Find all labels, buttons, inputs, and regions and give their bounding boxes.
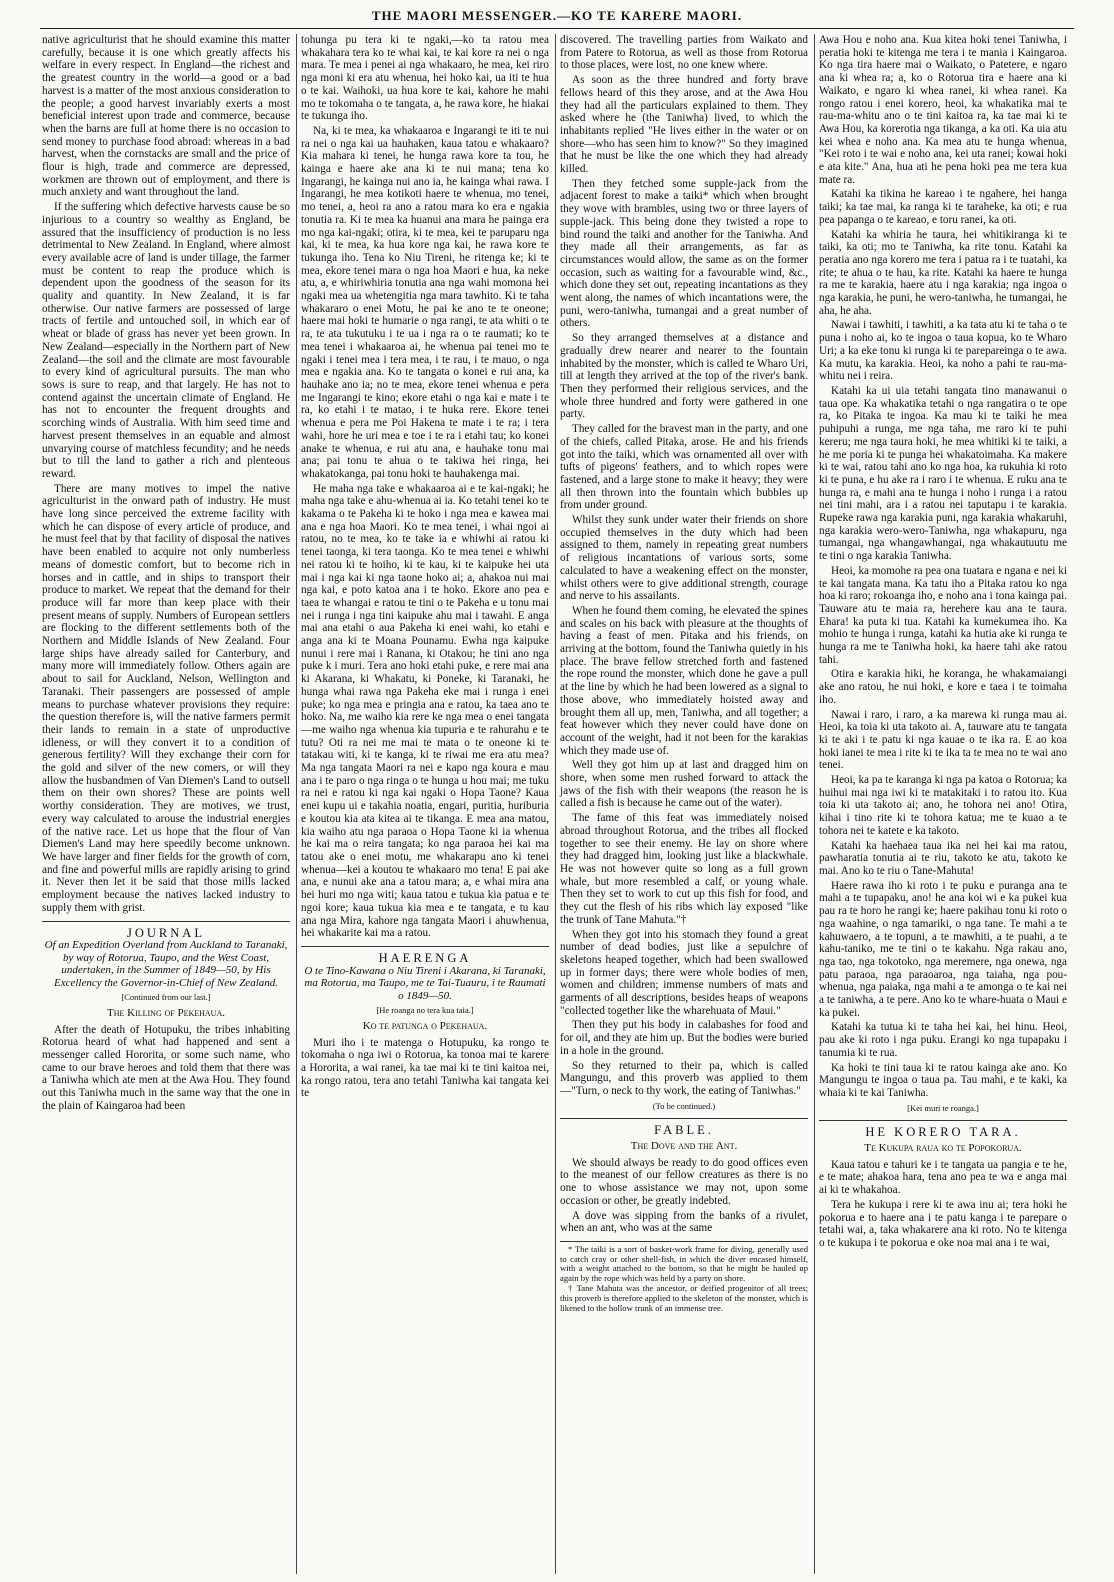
paragraph: Then they put his body in calabashes for food and for oil, and they ate him up. But the bodies were buried in a hole in the ground. <box>560 1019 808 1057</box>
section-heading: HE KORERO TARA. <box>865 1125 1021 1140</box>
footnote: † Tane Mahuta was the ancestor, or deified progenitor of all trees; this proverb is therefore applied to the skeleton of the monster, which is likened to the hollow trunk of an immense tree. <box>560 1283 808 1313</box>
article-title: Te Kukupa raua ko te Popokorua. <box>864 1142 1022 1155</box>
paragraph: Well they got him up at last and dragged him on shore, when some men rushed forward to attack the jaws of the fish with their weapons (the reason he is called a fish is because he came out of the water). <box>560 759 808 810</box>
paragraph: When he found them coming, he elevated the spines and scales on his back with pleasure at the thoughts of having a feast of men. Pitaka and his friends, on arriving at the bottom, found the Taniwha quietly in his place. The brave fellow stretched forth and fastened the rope round the monster, which done he gave a pull at the line by which he had been lowered as a signal to those above, who immediately hoisted away and brought them all up, men, Taniwha, and all together; a feat however which they never could have done on account of the weight, had it not been for the karakias which they made use of. <box>560 604 808 757</box>
article-title: The Dove and the Ant. <box>630 1140 738 1153</box>
fable-section-header <box>560 1118 808 1152</box>
article-title: The Killing of Pekehaua. <box>107 1006 225 1019</box>
paragraph: Otira e karakia hiki, he koranga, he whakamaiangi ake ano ratou, he nui hoki, e kore e taea i te toimaha iho. <box>819 668 1067 706</box>
paragraph: Kaua tatou e tahuri ke i te tangata ua pangia e te he, e te mate; ahakoa hara, tena ano pea te wa e anga mai ai ki te whakahoa. <box>819 1158 1067 1197</box>
column-divider <box>296 34 297 1574</box>
section-subtitle: Of an Expedition Overland from Auckland to Taranaki, by way of Rotorua, Taupo, and the West Coast, undertaken, in the Summer of 1849—50, by His Excellency the Governor-in-Chief of New Zealand. <box>44 939 288 989</box>
footnote: * The taiki is a sort of basket-work frame for diving, generally used to catch cray or other shell-fish, in which the diver encased himself, with a weight attached to the bottom, so that he might be hauled up again by the rope which was held by a party on shore. <box>560 1243 808 1283</box>
paragraph: So they arranged themselves at a distance and gradually drew nearer and nearer to the fountain inhabited by the monster, which is called te Wharo Uri, till at length they arrived at the top of the river's bank. Then they performed their religious services, and the whole three hundred and forty were gathered in one party. <box>560 332 808 421</box>
section-heading: JOURNAL <box>127 925 205 940</box>
paragraph: tohunga pu tera ki te ngaki,—ko ta ratou mea whakahara tera ko te whai kai, te kai kore ra nei o nga mara. Te mea i penei ai nga whakaaro, he mea, kei riro nga moni ki era atu whenua, hei hoko kai, ua iti te hua o te kai. Waihoki, ua hua kore te kai, kahore he mahi mo te tokomaha o te tangata, a, he rawa kore, he hiakai te tukunga iho. <box>301 34 549 123</box>
section-heading: FABLE. <box>654 1123 714 1138</box>
paragraph: After the death of Hotupuku, the tribes inhabiting Rotorua heard of what had happened and sent a messenger called Hororita, or some such name, who came to our brave heroes and told them that there was a Taniwha which ate men at the Awa Hou. They found out this Taniwha much in the same way that the one in the plain of Kaingaroa had been <box>42 1023 290 1112</box>
masthead: THE MAORI MESSENGER.—KO TE KARERE MAORI. <box>371 8 743 23</box>
paragraph: Katahi ka tutua ki te taha hei kai, hei hinu. Heoi, pau ake ki roto i nga puku. Erangi ko nga tupapaku i tanumia ki te rua. <box>819 1021 1067 1059</box>
paragraph: There are many motives to impel the native agriculturist in the onward path of industry. He must have long since perceived the extreme facility with which he can dispose of every article of produce, and he must feel that by that facility of disposal the natives have been enabled to acquire not only numberless means of domestic comfort, but to become rich in horses and in cattle, and in ships to transport their produce to market. We repeat that the demand for their produce will far more than keep place with their present means of supply. Numbers of European settlers are flocking to the different settlements both of the Northern and Middle Islands of New Zealand. Four large ships have already sailed for Canterbury, and many more will immediately follow. Others again are about to sail for Auckland, Nelson, Wellington and Taranaki. Their passengers are possessed of ample means to purchase whatever provisions they require: the question therefore is, will the native farmers permit their lands to remain in a state of unproductive idleness, or will they convert it to a condition of generous fertility? Will they exchange their corn for the gold and silver of the new comers, or will they allow the husbandmen of Van Diemen's Land to outsell them on their own shores? These are points well worthy consideration. They are motives, we trust, every way calculated to arouse the industrial energies of the native race. Let us hope that the flour of Van Diemen's Land may here speedily become unknown. We have larger and finer fields for the growth of corn, and fine and powerful mills are rapidly arising to grind it. Never then let it be said that those mills lacked employment because the natives lacked industry to supply them with grist. <box>42 482 290 914</box>
paragraph: Katahi ka whiria he taura, hei whitikiranga ki te taiki, ka oti; mo te Taniwha, ka rite tonu. Katahi ka peratia ano nga korero me tera i patua ra i te tuatahi, ka rite; te ahua o te hau, ka rite. Katahi ka haere te hunga ra me te karakia, haere atu i nga karakia; nga ingoa o nga karakia, he puni, he wero-taniwha, he tumangai, he aha, he aha. <box>819 228 1067 317</box>
paragraph: Heoi, ka pa te karanga ki nga pa katoa o Rotorua; ka huihui mai nga iwi ki te matakitaki i to ratou ito. Kua toia ki uta takoto ai; ano, he tohora nei ano! Otira, kihai i tino rite ki te tohora katua; me te kuao a te tohora nei te katete e ka takoto. <box>819 774 1067 837</box>
paragraph: Heoi, ka momohe ra pea ona tuatara e ngana e nei ki te kai tangata mana. Ka tatu iho a Pitaka ratou ko nga hoa ki raro; rokoanga iho, e noho ana i tona kainga pai. Tauware atu te maia ra, herehere kau ana te taura. Ehara! ka puta ki tua. Katahi ka kumekumea iho. Ka mohio te hunga i runga, katahi ka hutia ake ki runga te hunga ra me te Taniwha hoki, ka haere tahi ake ratou tahi. <box>819 564 1067 666</box>
column-2 <box>301 34 549 1102</box>
paragraph: Awa Hou e noho ana. Kua kitea hoki tenei Taniwha, i peratia hoki te kitenga me tera i te mania i Kaingaroa. Ko nga tira haere mai o Waikato, o Patetere, e ngaro ana ki whea ra; a, ko o Rotorua tira e haere ana ki Waikato, e ngaro ki whea ranei, ki whea ranei. Ka rongo ratou i enei korero, heoi, ka whakatika mai te rau-ma-whitu ano o te tini kaitoa ra, ka tae mai ki te Awa Hou, ka korerotia nga tikanga, a ka oti. Ka uia atu kei whea e noho ana. Ka mea atu te hunga whenua, "Kei roto i te wai e noho ana, kei uta ranei; kowai hoki e ata kite." Ana, hua ati he pena hoki pea me tera kua mate ra. <box>819 34 1067 186</box>
continued-note: (To be continued.) <box>652 1100 716 1111</box>
footnotes <box>560 1241 808 1313</box>
article-title: Ko te patunga o Pekehaua. <box>362 1019 488 1032</box>
paragraph: A dove was sipping from the banks of a rivulet, when an ant, who was at the same <box>560 1209 808 1235</box>
paragraph: As soon as the three hundred and forty brave fellows heard of this they arose, and at the Awa Hou they had all the particulars explained to them. They asked where he (the Taniwha) lived, to which the inhabitants replied "He lives either in the water or on shore—who has seen him to know?" So they imagined that he must be like the one which they had already killed. <box>560 74 808 176</box>
section-subtitle: O te Tino-Kawana o Niu Tireni i Akarana, ki Taranaki, ma Rotorua, ma Taupo, me te Tai-Tuauru, i te Raumati o 1849—50. <box>304 964 546 1002</box>
masthead-rule <box>40 28 1074 29</box>
paragraph: So they returned to their pa, which is called Mangungu, and this proverb was applied to them—"Turn, o neck to thy work, the eating of Taniwhas." <box>560 1059 808 1097</box>
haerenga-section-header <box>301 946 549 1033</box>
continued-note: [He roanga no tera kua taia.] <box>376 1005 474 1016</box>
paragraph: Na, ki te mea, ka whakaaroa e Ingarangi te iti te nui ra nei o nga kai ua hauhaken, kaua tatou e whakaaro? Kia mahara ki tenei, he hunga rawa kore ta tou, he kainga e haere ake ana ki te nui mana; tena ko Ingarangi, he kainga nui ano ia, he kainga whai rawa. I Ingarangi, he mea kotikoti haere te whenua, mo tenei, mo tenei, a, heoi ra ano a ratou mara ko era e ngakia tonutia ra. Ki te mea ka huanui ana mara he painga era mo nga kai-ngaki; otira, ki te mea, kei te paruparu nga kai, ki te mea, ka hua kore nga kai, he rawa kore te tukunga iho. Tena ko Niu Tireni, he ritenga ke; ki te mea, ekore tenei mara o nga hoa Maori e hua, ka neke atu, a, e whiriwhiria tonutia ana nga wahi momona hei ngaki mea ua whetengitia nga mara tawhito. Ki te taha whakararo o enei Motu, he pai ke ano te te oneone; haere mai hoki te humarie o nga rangi, te ata whiti o te ra, te ata tukutuku i te ua i nga ra o te raumati; ko te mea tenei i whakaaroa ai, he whenua pai tenei mo te ngaki i tenei mea i tera mea, i te rau, i te mauo, o nga mea e ngakia ana. Ko te tangata o konei e rui ana, ka hauhake ano ia; no te mea, ekore tenei whenua e pera me Ingarangi te kino; ekore etahi o nga kai e mate i te ra, ko etahi i te matao, i te huka rere. Ekore tenei whenua e pera me Poi Hakena te mate i te ra; i tera wahi, hore he uri mea e toe i te ra i etahi tau; ko konei anake te whenua, e rui atu ana, e hauhake tonu mai ana; pai tonu te ahua o te takiwa hei ringa, hei whakatokanga, pai tonu hoki te hauhakenga mai. <box>301 124 549 480</box>
paragraph: Haere rawa iho ki roto i te puku e puranga ana te mahi a te tupapaku, ano! he ana koi wi e ka pukei kua pau ra te horo he rangi ke; haere pakihau tonu ki roto o nga waahine, o nga tamariki, o nga tane. Te mahi a te kahuwaero, a te topuni, a te mawhiti, a te puahi, a te kahu-taniko, me te tini o te kakahu. Nga rakau ano, nga tao, nga tokotoko, nga meremere, nga onewa, nga patu paraoa, nga paraoaroa, nga taiaha, nga pou-whenua, nga paiaka, nga mahi a te amonga o te kai nei a te taniwha, a te pere. Ano ko te whare-huata o Maui e ka pukei. <box>819 879 1067 1019</box>
paragraph: Nawai i tawhiti, i tawhiti, a ka tata atu ki te taha o te puna i noho ai, ko te ingoa o taua kopua, ko te Wharo Uri; a ka eke tonu ki runga ki te parepareinga o te awa. Ka mutu, ka karakia. Heoi, ka noho a pahi te rau-ma-whitu nei i reira. <box>819 319 1067 383</box>
paragraph: Katahi ka tikina he kareao i te ngahere, hei hanga taiki; ka tae mai, ka ranga ki te taraheke, ka oti; e rua pea papanga o te kareao, e toru ranei, ka oti. <box>819 188 1067 226</box>
journal-section-header <box>42 921 290 1020</box>
korero-section-header <box>819 1120 1067 1154</box>
paragraph: Tera he kukupa i rere ki te awa inu ai; tera hoki he pokorua e to haere ana i te patu kanga i te parepare o tetahi wai, a, taka whakarere ana ki roto. No te kitenga o te kukupa i te pokorua e oke noa mai ana i te wai, <box>819 1198 1067 1249</box>
section-heading: HAERENGA <box>378 950 472 965</box>
column-divider <box>555 34 556 1574</box>
paragraph: If the suffering which defective harvests cause be so injurious to a country so wealthy as England, be assured that the insufficiency of production is no less detrimental to New Zealand. In England, where almost every available acre of land is under tillage, the farmer must be content to reap the produce which is dependent upon the goodness of the season for its quality and quantity. In New Zealand, it is far otherwise. Our native farmers are possessed of large tracts of fertile and untouched soil, in which ear of wheat or blade of grass has never yet been grown. In New Zealand—especially in the Northern part of New Zealand—the soil and the climate are most favourable to every kind of agricultural pursuits. The man who sows is sure to reap, and that largely. He has not to contend against the uncertain climate of England. He has not to encounter the frequent droughts and scorching winds of Australia. With him seed time and harvest present themselves in an equable and almost unvarying course of matchless fecundity; and he needs but to till the land to gather a rich and plenteous reward. <box>42 201 290 480</box>
paragraph: He maha nga take e whakaaroa ai e te kai-ngaki; he maha nga take e ahu-whenua ai ia. Ko tetahi tenei ko te kakama o te Pakeha ki te hoko i nga mea e kawea mai ana e nga hoa Maori. Ko te mea tenei, i whai ngoi ai ratou, no te mea, ko te take ia e whiwhi ai ratou ki tenei taonga, ki tera taonga. Ko te mea tenei e whiwhi nei ratou ki te hoiho, ki te kau, ki te kaipuke hei uta mai i nga kai ki nga taone hoko ai; a, ahakoa nui mai nga kai, e poto katoa ana i te hoko. Ekore ano pea e taea te whangai e ratou te tini o te Pakeha e u tonu mai nei i runga i nga tini kaipuke ahu mai i tawahi. E anga mai ana etahi o aua Pakeha ki enei wahi, ko etahi e anga ana ki te Moana Pounamu. Ewha nga kaipuke nunui i rere mai i Ranana, ki Otakou; he tini ano nga puke k i muri. Tera ano hoki etahi puke, e rere mai ana ki Akarana, ki Whakatu, ki Poneke, ki Taranaki, he hunga whai rawa nga Pakeha eke mai i runga i enei puke; ko nga mea e pringia ana e ratou, ka taea ano te hoko. Na, me waiho kia rere ke nga mea o enei tangata —me waiho nga whenua kia tupuria e te rahurahu e te tutu? Oti ra nei me mai te mata o te oneone ki te tatakau witi, ki te kanga, ki te riwai me era atu mea? Ma nga tangata Maori ra nei e kapo nga koura e mau ana i te paro o nga ringa o te hunga u hou mai; me tuku ra nei e ratou ki nga kai ngaki o Hopa Taone? Kaua enei kupu ui e takahia noatia, engari, puritia, huriburia e koutou kia ata kitea ai te tikanga. E mea ana matou, kia waiho atu nga paraoa o Hopa Taone ki ia whenua he kai ma o reira tangata; ko nga paraoa hei kai ma tatou ake o enei motu, me whakarapu ano ki tenei whenua—kei a koutou te whakaaro mo tena! E pai ake ana, e nunui ake ana a tatou mara; a, e whai mira ana hei huri mo nga witi; kaua tatou e tukua kia patua e te ngoi kore; kaua tukua kia mea e te tangata, e tu kau ana nga Mira, kahore nga tangata Maori i ahuwhenua, hei whakarite kai ma a ratou. <box>301 482 549 940</box>
column-divider <box>814 34 815 1574</box>
paragraph: We should always be ready to do good offices even to the meanest of our fellow creatures as there is no one to whose assistance we may not, upon some occasion or other, be greatly indebted. <box>560 1156 808 1207</box>
column-1 <box>42 34 290 1115</box>
paragraph: Katahi ka haehaea taua ika nei hei kai ma ratou, pawharatia tonutia ai te riu, takoto ke atu, takoto ke mai. Ano ko te riu o Tane-Mahuta! <box>819 839 1067 877</box>
paragraph: Katahi ka ui uia tetahi tangata tino manawanui o taua ope. Ka whakatika tetahi o nga rangatira o te ope ra, ko Pitaka te ingoa. Ka mau ki te taiki he mea puhipuhi a runga, me nga taha, me raro ki te puhi kereru; me nga taura hoki, he mea whitiki ki te taiki, a he me poria ki te punga hei whakatoimaha. Ka makere ki te wai, ratou tahi ano ko nga hoa, ka rukuhia ki roto ki te puna, e hu ake ra i raro i te whenua. E ruku ana te hunga ra, e mahi ana te hunga i noho i runga i a ratou nei tini mahi, ara i a ratou nei taputapu i te karakia. Rupeke rawa nga karakia puni, nga karakia whakaruhi, nga karakia wero-wero-Taniwha, nga whakapuru, nga tumangai, nga whangawhangai, nga whakautuutu me te tini o nga karakia Taniwha. <box>819 384 1067 563</box>
paragraph: Whilst they sunk under water their friends on shore occupied themselves in the duty which had been assigned to them, namely in repeating great numbers of religious incantations of various sorts, some calculated to have a weakening effect on the monster, whilst others were to give additional strength, courage and nerve to his assailants. <box>560 514 808 603</box>
continued-note: [Continued from our last.] <box>121 992 211 1003</box>
paragraph: They called for the bravest man in the party, and one of the chiefs, called Pitaka, arose. He and his friends got into the taiki, which was ornamented all over with tufts of pigeons' feathers, and to which ropes were fastened, and a large stone to make it heavy; they were all then thrown into the fountain which bubbles up from under ground. <box>560 423 808 512</box>
paragraph: Nawai i raro, i raro, a ka marewa ki runga mau ai. Heoi, ka toia ki uta takoto ai. A, tauware atu te tangata ki te aki i te patu ki nga kauae o te ika ra. E ao koa hoki ianei te mea i rite ki te ika ta te mea no te wai ano tenei. <box>819 708 1067 772</box>
paragraph: Muri iho i te matenga o Hotupuku, ka rongo te tokomaha o nga iwi o Rotorua, ka tonoa mai te karere a Hororita, a wai ranei, ka tae mai ki te tini kaitoa nei, ka rongo ratou, tera ano tetahi Taniwha kai tangata kei te <box>301 1036 549 1100</box>
paragraph: The fame of this feat was immediately noised abroad throughout Rotorua, and the tribes all flocked together to see their enemy. He lay on shore where they had dragged him, looking just like a blackwhale. He was not however quite so long as a full grown whale, but more resembled a calf, or young whale. Then they set to work to cut up this fish for food, and they cut the flesh of his ribs which lay exposed "like the trunk of Tane Mahuta."† <box>560 812 808 926</box>
continued-note: [Kei muri te roanga.] <box>907 1102 979 1113</box>
column-4 <box>819 34 1067 1252</box>
paragraph: Ka hoki te tini taua ki te ratou kainga ake ano. Ko Mangungu te ingoa o taua pa. Tau mahi, e te kaki, ka whaia ki te kai Taniwha. <box>819 1061 1067 1099</box>
paragraph: When they got into his stomach they found a great number of dead bodies, just like a sepulchre of skeletons heaped together, which had been swallowed up in former days; there were whole bodies of men, women and children; immense numbers of mats and garments of all descriptions, besides heaps of weapons "collected together like the wharehuata of Maui." <box>560 928 808 1017</box>
paragraph: discovered. The travelling parties from Waikato and from Patere to Rotorua, as well as those from Rotorua to those places, were lost, no one knew where. <box>560 34 808 72</box>
paragraph: Then they fetched some supple-jack from the adjacent forest to make a taiki* which when brought they wove with brambles, using two or three layers of supple-jack. This being done they twisted a rope to bind round the taiki and another for the Taniwha. And they made all their arrangements, as far as circumstances would allow, the same as on the former occasion, such as waiting for a favourable wind, &c., which done they set out, repeating incantations as they went along, the names of which incantations were, the puni, wero-taniwha, tumangai and a great number of others. <box>560 177 808 330</box>
column-3 <box>560 34 808 1314</box>
paragraph: native agriculturist that he should examine this matter carefully, because it is one which greatly affects his welfare in every respect. In England—the richest and the greatest country in the world—a good or a bad harvest is a matter of the most anxious consideration to the people; a good harvest invariably exerts a most beneficial interest upon trade and commerce, because when the barns are full at home there is no occasion to send money to purchase food abroad: whereas in a bad harvest, when the cornstacks are small and the price of flour is high, trade and commerce are depressed, workmen are thrown out of employment, and there is much anxiety and want throughout the land. <box>42 34 290 199</box>
